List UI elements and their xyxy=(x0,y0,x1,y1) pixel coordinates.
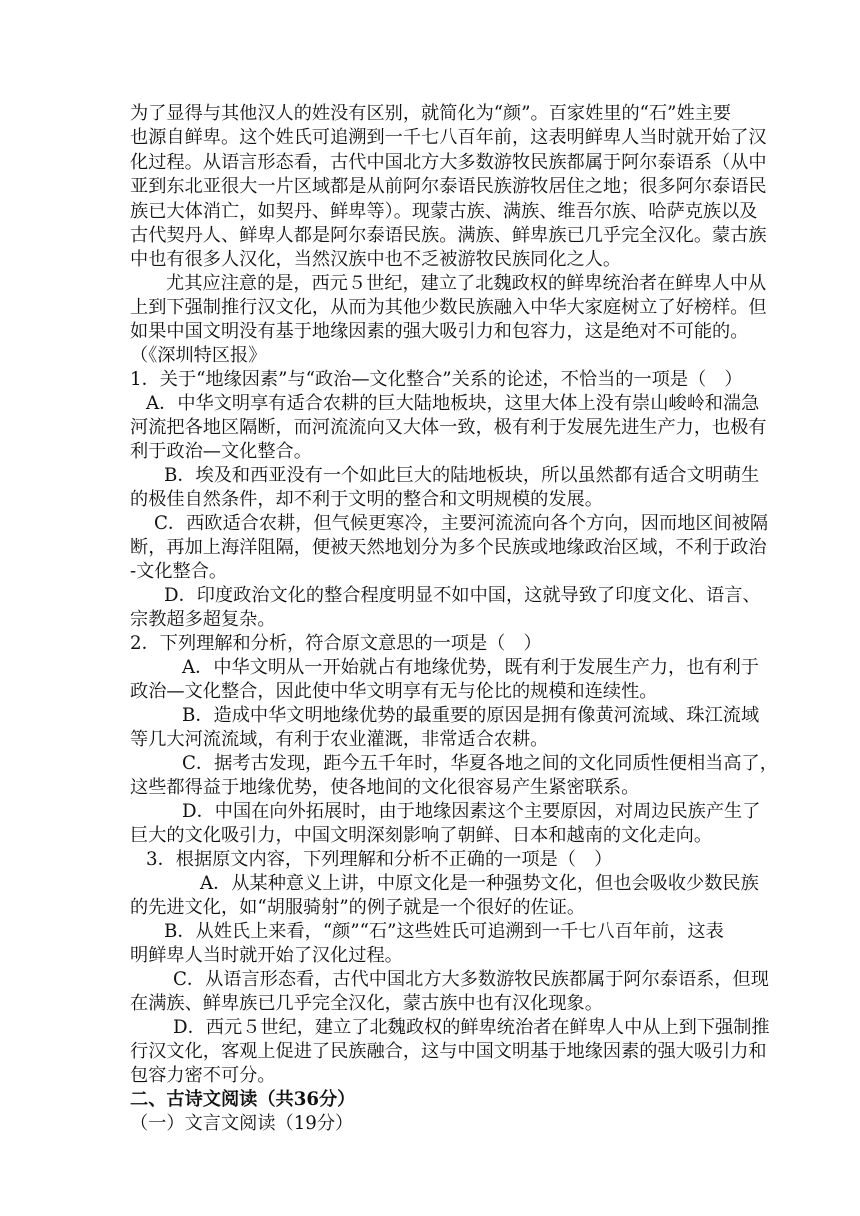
text-line: 政治—文化整合，因此使中华文明享有无与伦比的规模和连续性。 xyxy=(130,681,658,702)
question-3-option-a: A．从某种意义上讲，中原文化是一种强势文化，但也会吸收少数民族 xyxy=(200,873,759,894)
text-line: 为了显得与其他汉人的姓没有区别，就简化为“颜”。百家姓里的“石”姓主要 xyxy=(130,103,732,124)
section-heading: 二、古诗文阅读（共36分） xyxy=(130,1089,356,1110)
question-2-option-c: C．据考古发现，距今五千年时，华夏各地之间的文化同质性便相当高了， xyxy=(182,753,778,774)
text-line: 包容力密不可分。 xyxy=(130,1065,276,1086)
text-line: 上到下强制推行汉文化，从而为其他少数民族融入中华大家庭树立了好榜样。但 xyxy=(130,297,767,318)
question-1-stem: 1．关于“地缘因素”与“政治—文化整合”关系的论述，不恰当的一项是（ ） xyxy=(130,369,743,390)
text-line: 化过程。从语言形态看，古代中国北方大多数游牧民族都属于阿尔泰语系（从中 xyxy=(130,152,767,173)
text-line: 的极佳自然条件，却不利于文明的整合和文明规模的发展。 xyxy=(130,489,603,510)
text-line: 等几大河流流域，有利于农业灌溉，非常适合农耕。 xyxy=(130,729,549,750)
text-line: 明鲜卑人当时就开始了汉化过程。 xyxy=(130,945,403,966)
question-3-option-c: C．从语言形态看，古代中国北方大多数游牧民族都属于阿尔泰语系，但现 xyxy=(173,969,769,990)
text-line: 河流把各地区隔断，而河流流向又大体一致，极有利于发展先进生产力，也极有 xyxy=(130,417,767,438)
text-line: 在满族、鲜卑族已几乎完全汉化，蒙古族中也有汉化现象。 xyxy=(130,993,603,1014)
question-1-option-d: D．印度政治文化的整合程度明显不如中国，这就导致了印度文化、语言、 xyxy=(164,585,761,606)
text-line: 行汉文化，客观上促进了民族融合，这与中国文明基于地缘因素的强大吸引力和 xyxy=(130,1041,767,1062)
text-line: 亚到东北亚很大一片区域都是从前阿尔泰语民族游牧居住之地；很多阿尔泰语民 xyxy=(130,176,767,197)
text-line: 尤其应注意的是，西元５世纪，建立了北魏政权的鲜卑统治者在鲜卑人中从 xyxy=(166,273,767,294)
question-2-option-a: A．中华文明从一开始就占有地缘优势，既有利于发展生产力，也有利于 xyxy=(182,657,759,678)
question-3-option-b: B．从姓氏上来看，“颜”“石”这些姓氏可追溯到一千七八百年前，这表 xyxy=(164,921,724,942)
question-1-option-a: A．中华文明享有适合农耕的巨大陆地板块，这里大体上没有崇山峻岭和湍急 xyxy=(146,393,760,414)
text-line: 如果中国文明没有基于地缘因素的强大吸引力和包容力，这是绝对不可能的。 xyxy=(130,321,749,342)
text-line: 断，再加上海洋阻隔，便被天然地划分为多个民族或地缘政治区域，不利于政治 xyxy=(130,537,767,558)
text-line: -文化整合。 xyxy=(130,561,228,582)
text-line: 利于政治—文化整合。 xyxy=(130,441,312,462)
text-line: 族已大体消亡，如契丹、鲜卑等）。现蒙古族、满族、维吾尔族、哈萨克族以及 xyxy=(130,201,758,222)
text-line: 古代契丹人、鲜卑人都是阿尔泰语民族。满族、鲜卑族已几乎完全汉化。蒙古族 xyxy=(130,225,767,246)
text-line: 宗教超多超复杂。 xyxy=(130,609,276,630)
question-3-option-d: D．西元５世纪，建立了北魏政权的鲜卑统治者在鲜卑人中从上到下强制推 xyxy=(173,1017,770,1038)
source-citation: （《深圳特区报》 xyxy=(130,345,267,366)
question-3-stem: 3．根据原文内容，下列理解和分析不正确的一项是（ ） xyxy=(146,849,613,870)
text-line: 也源自鲜卑。这个姓氏可追溯到一千七八百年前，这表明鲜卑人当时就开始了汉 xyxy=(130,127,767,148)
question-1-option-c: C．西欧适合农耕，但气候更寒冷，主要河流流向各个方向，因而地区间被隔 xyxy=(154,513,769,534)
question-2-stem: 2．下列理解和分析，符合原文意思的一项是（ ） xyxy=(130,633,542,654)
subsection-heading: （一）文言文阅读（19分） xyxy=(130,1113,354,1134)
text-line: 这些都得益于地缘优势，使各地间的文化很容易产生紧密联系。 xyxy=(130,777,640,798)
question-2-option-b: B．造成中华文明地缘优势的最重要的原因是拥有像黄河流域、珠江流域 xyxy=(182,705,760,726)
text-line: 巨大的文化吸引力，中国文明深刻影响了朝鲜、日本和越南的文化走向。 xyxy=(130,825,713,846)
text-line: 的先进文化，如“胡服骑射”的例子就是一个很好的佐证。 xyxy=(130,897,586,918)
question-1-option-b: B．埃及和西亚没有一个如此巨大的陆地板块，所以虽然都有适合文明萌生 xyxy=(164,465,760,486)
question-2-option-d: D．中国在向外拓展时，由于地缘因素这个主要原因，对周边民族产生了 xyxy=(182,801,761,822)
text-line: 中也有很多人汉化，当然汉族中也不乏被游牧民族同化之人。 xyxy=(130,249,622,270)
